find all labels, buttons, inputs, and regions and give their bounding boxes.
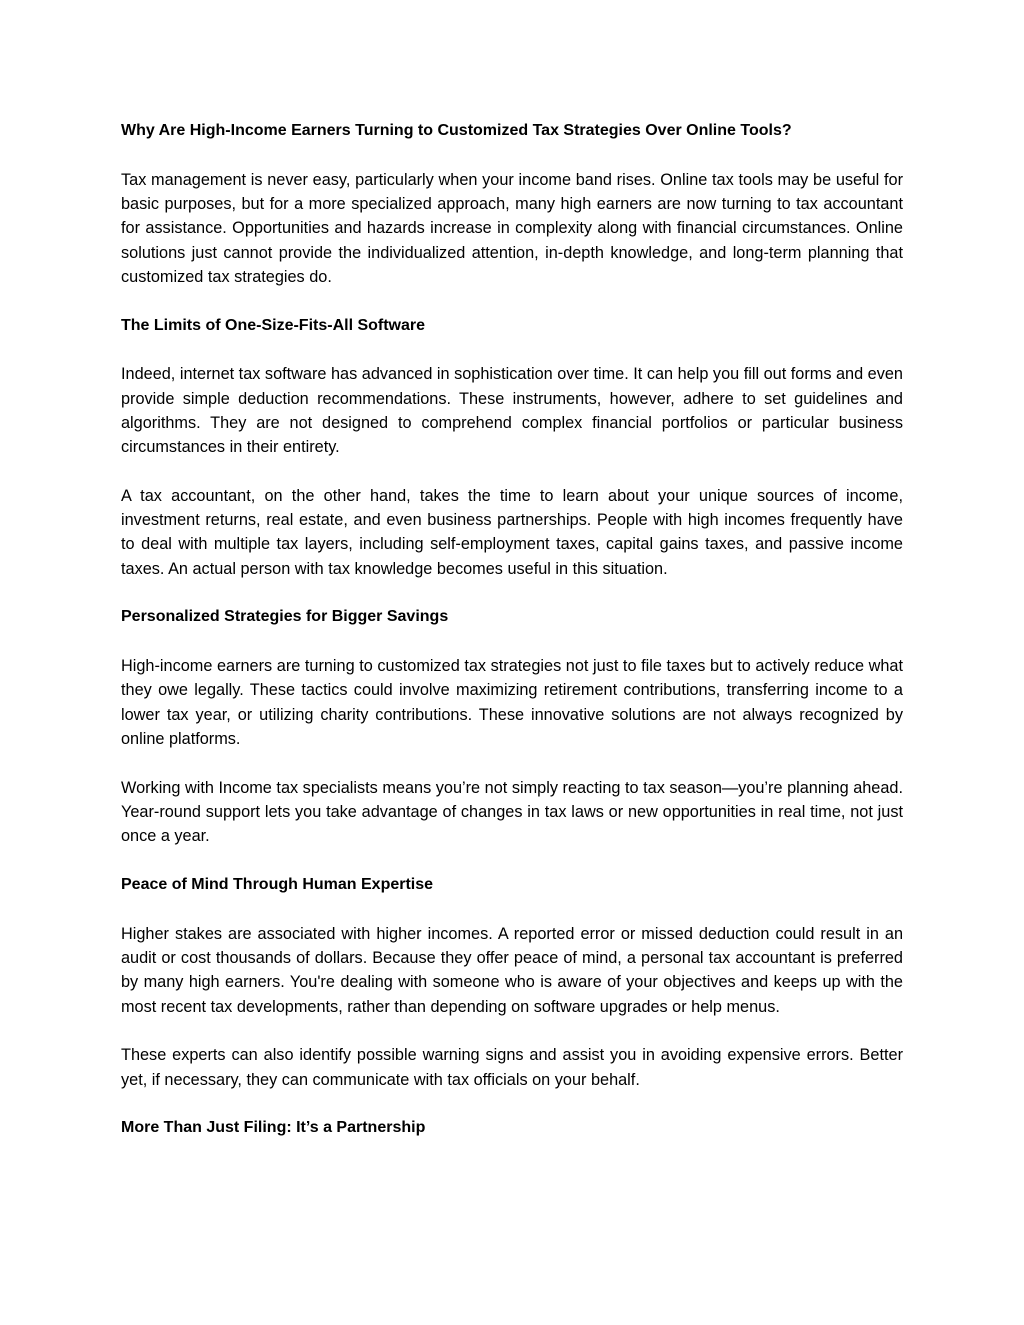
spacer: [121, 630, 903, 654]
body-paragraph: Indeed, internet tax software has advanced in sophistication over time. It can help you fill out forms and even provide simple deduction recommendations. These instruments, however, adhere to set guidelines and algorithms. They are not designed to comprehend complex financial portfolios or particular business circumstances in their entirety.: [121, 365, 903, 457]
body-paragraph: High-income earners are turning to customized tax strategies not just to file taxes but to actively reduce what they owe legally. These tactics could involve maximizing retirement contributions, transferring income to a lower tax year, or utilizing charity contributions. These innovative solutions are not always recognized by online platforms.: [121, 657, 903, 748]
body-paragraph: These experts can also identify possible warning signs and assist you in avoiding expensive errors. Better yet, if necessary, they can communicate with tax officials on your behalf.: [121, 1046, 903, 1089]
spacer: [121, 1092, 903, 1116]
spacer: [121, 143, 903, 167]
body-paragraph: A tax accountant, on the other hand, takes the time to learn about your unique sources of income, investment returns, real estate, and even business partnerships. People with high incomes frequently have to deal with multiple tax layers, including self-employment taxes, capital gains taxes, and passive income taxes. An actual person with tax knowledge becomes useful in this situation.: [121, 486, 903, 578]
body-paragraph: Higher stakes are associated with higher incomes. A reported error or missed deduction could result in an audit or cost thousands of dollars. Because they offer peace of mind, a personal tax accountant is preferred by many high earners. You're dealing with someone who is aware of your objectives and keeps up with the most recent tax developments, rather than depending on software upgrades or help menus.: [121, 924, 903, 1016]
section-heading: Peace of Mind Through Human Expertise: [121, 875, 434, 893]
intro-paragraph: Tax management is never easy, particularly when your income band rises. Online tax tools may be useful for basic purposes, but for a more specialized approach, many high earners are now turning to tax accountant for assistance. Opportunities and hazards increase in complexity along with financial circumstances. Online solutions just cannot provide the individualized attention, in-depth knowledge, and long-term planning that customized tax strategies do.: [121, 170, 903, 286]
spacer: [121, 751, 903, 775]
document-page: [121, 119, 903, 1141]
spacer: [121, 849, 903, 873]
spacer: [121, 1019, 903, 1043]
body-paragraph: Working with Income tax specialists means you’re not simply reacting to tax season—you’re planning ahead. Year-round support lets you take advantage of changes in tax laws or new opportunities in real time, not just once a year.: [121, 778, 903, 846]
section-heading: Personalized Strategies for Bigger Savings: [121, 608, 449, 626]
document-title: Why Are High-Income Earners Turning to Customized Tax Strategies Over Online Tools?: [121, 122, 792, 139]
section-heading: More Than Just Filing: It’s a Partnership: [121, 1119, 426, 1137]
spacer: [121, 459, 903, 483]
spacer: [121, 581, 903, 605]
spacer: [121, 289, 903, 313]
section-heading: The Limits of One-Size-Fits-All Software: [121, 316, 426, 334]
spacer: [121, 897, 903, 921]
spacer: [121, 338, 903, 362]
